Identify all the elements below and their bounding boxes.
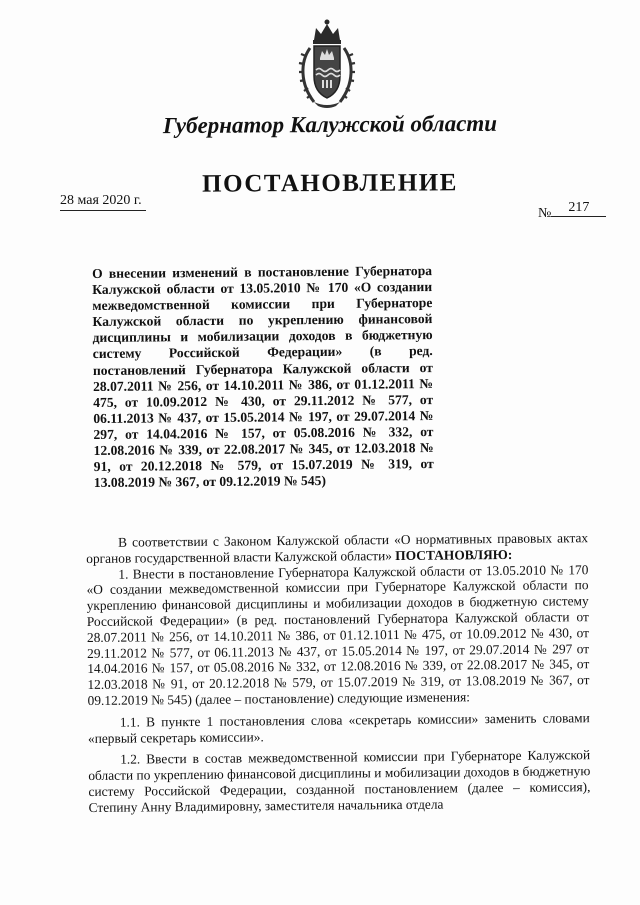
document-body [86, 530, 591, 815]
preamble-text: В соответствии с Законом Калужской области «О нормативных правовых актах органов государственной власти Калужской области» [86, 530, 589, 566]
document-date: 28 мая 2020 г. [60, 193, 146, 211]
resolve-word: ПОСТАНОВЛЯЮ: [395, 546, 513, 563]
item-1-paragraph: 1. Внести в постановление Губернатора Калужской области от 13.05.2010 № 170 «О создании межведомственной комиссии при Губернаторе Калужской области по укреплению финансовой дисциплины и мобилизации доходов в бюджетную систему Российской Федерации» (в ред. постановлений Губернатора Калужской области от 28.07.2011 № 256, от 14.10.2011 № 386, от 01.12.1011 № 475, от 10.09.2012 № 430, от 29.11.2012 № 577, от 06.11.2013 № 437, от 15.05.2014 № 197, от 29.07.2014 № 297 от 14.04.2016 № 157, от 05.08.2016 № 332, от 12.08.2016 № 339, от 22.08.2017 № 345, от 12.03.2018 № 91, от 20.12.2018 № 579, от 15.07.2019 № 319, от 13.08.2019 № 367, от 09.12.2019 № 545) (далее – постановление) следующие изменения: [86, 561, 590, 708]
kaluga-coat-of-arms-icon [296, 18, 358, 110]
document-type-title: ПОСТАНОВЛЕНИЕ [202, 169, 458, 198]
issuing-authority: Губернатор Калужской области [162, 110, 498, 139]
number-value: 217 [551, 200, 606, 217]
item-1-1-paragraph: 1.1. В пункте 1 постановления слова «секретарь комиссии» заменить словами «первый секретарь комиссии». [87, 709, 590, 746]
number-sign: № [538, 206, 552, 221]
document-subject: О внесении изменений в постановление Губернатора Калужской области от 13.05.2010 № 170 «О создании межведомственной комиссии при Губернаторе Калужской области по укреплению финансовой дисциплины и мобилизации доходов в бюджетную систему Российской Федерации» (в ред. постановлений Губернатора Калужской области от 28.07.2011 № 256, от 14.10.2011 № 386, от 01.12.2011 № 475, от 10.09.2012 № 430, от 29.11.2012 № 577, от 06.11.2013 № 437, от 15.05.2014 № 197, от 29.07.2014 № 297, от 14.04.2016 № 157, от 05.08.2016 № 332, от 12.08.2016 № 339, от 22.08.2017 № 345, от 12.03.2018 № 91, от 20.12.2018 № 579, от 15.07.2019 № 319, от 13.08.2019 № 367, от 09.12.2019 № 545) [92, 263, 434, 491]
item-1-2-paragraph: 1.2. Ввести в состав межведомственной комиссии при Губернаторе Калужской области по укреплению финансовой дисциплины и мобилизации доходов в бюджетную систему Российской Федерации, созданной постановлением (далее – комиссия), Степину Анну Владимировну, заместителя начальника отдела [88, 747, 591, 815]
document-number [538, 200, 606, 223]
preamble-paragraph [86, 530, 588, 566]
